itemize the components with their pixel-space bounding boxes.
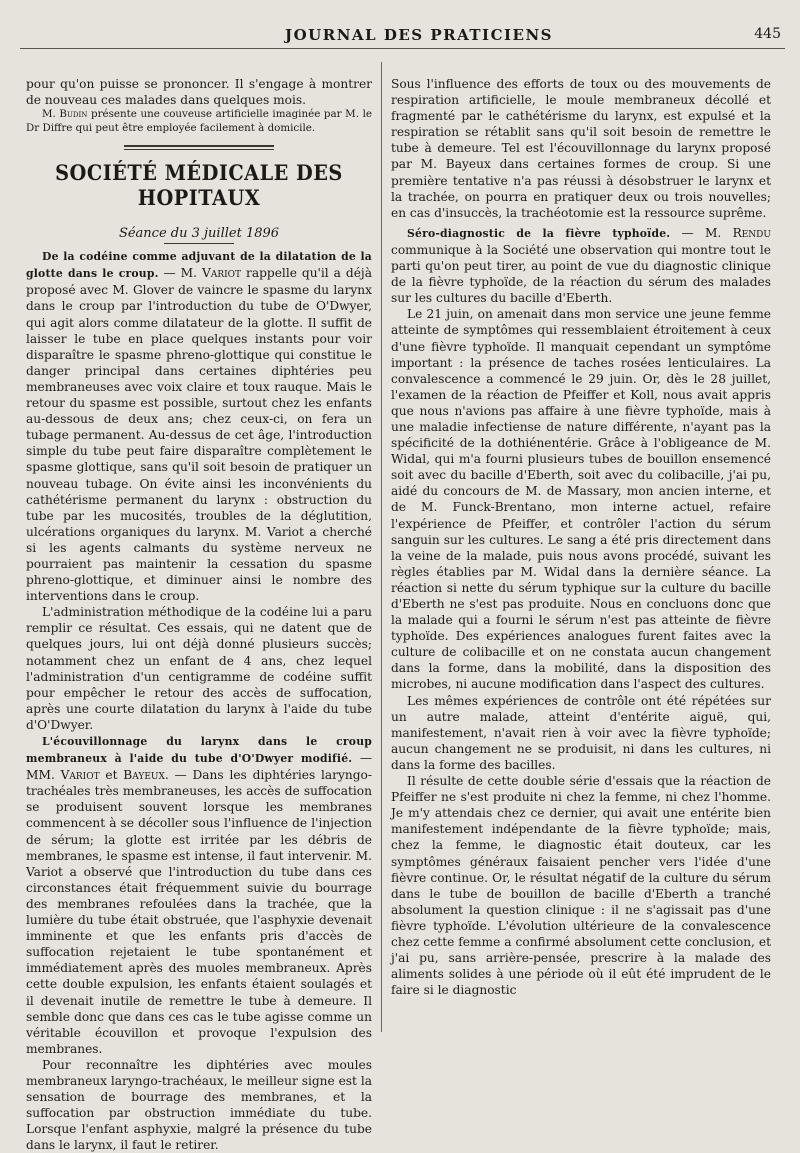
case-paragraph: Le 21 juin, on amenait dans mon service une jeune femme atteinte de symptômes qui ressemblaient étroitement à ceux d'une fièvre typhoïde. Il manquait cependant un symptôme important : la présence de taches rosées lenticulaires. La convalescence a commencé le 29 juin. Or, dès le 28 juillet, l'examen de la réaction de Pfeiffer et Koll, nous avait appris que nous n'avions pas affaire à une fièvre typhoïde, mais à une maladie infectiense de nature différente, n'ayant pas la spécificité de la dothiénentérie. Grâce à l'obligeance de M. Widal, qui m'a fourni plusieurs tubes de bouillon ensemencé soit avec du bacille d'Eberth, soit avec du colibacille, j'ai pu, aidé du concours de M. de Massary, mon ancien interne, et de M. Funck-Brentano, mon interne actuel, refaire l'expérience de Pfeiffer, et contrôler l'action du sérum sanguin sur les cultures. Le sang a été pris directement dans la veine de la malade, puis nous avons procédé, suivant les règles établies par M. Widal dans la dernière séance. La réaction si nette du sérum typhique sur la culture du bacille d'Eberth ne s'est pas produite. Nous en concluons donc que la malade qui a fourni le sérum n'est pas atteinte de fièvre typhoïde. Des expériences analogues furent faites avec la culture de colibacille et on ne constata aucun changement dans la forme, dans la mobilité, dans la disposition des microbes, ni aucune modification dans l'aspect des cultures. — [391, 307, 771, 692]
seance-date: Séance du 3 juillet 1896 — [118, 226, 280, 242]
continuation-paragraph: Sous l'influence des efforts de toux ou des mouvements de respiration artificielle, le moule membraneux décollé et fragmenté par le cathétérisme du larynx, est expulsé et la respiration se rétablit sans qu'il soit besoin de remettre le tube à demeure. Tel est l'écouvillonnage du larynx proposé par M. Bayeux dans certaines formes de croup. Si une première tentative n'a pas réussi à désobstruer le larynx et la trachée, on pourra en pratiquer deux ou trois nouvelles; en cas d'insuccès, la trachéotomie est la ressource suprême. — [391, 77, 771, 220]
column-divider — [381, 62, 382, 1032]
ecouvillonnage-author-2: Bayeux — [123, 768, 165, 783]
intro-paragraph: pour qu'on puisse se prononcer. Il s'engage à montrer de nouveau ces malades dans quelques mois. — [26, 77, 372, 108]
ecouvillonnage-paragraph — [26, 733, 372, 1057]
ecouvillonnage-author-1: Variot — [60, 768, 100, 783]
ecouvillonnage-heading: L'écouvillonnage du larynx dans le croup membraneux à l'aide du tube d'O'Dwyer modifié. — [26, 735, 372, 766]
journal-title: JOURNAL DES PRATICIENS — [285, 26, 553, 44]
codeine-author: Variot — [202, 266, 242, 281]
page-number: 445 — [754, 26, 781, 42]
sero-text: communique à la Société une observation qui montre tout le parti qu'on peut tirer, au point de vue du diagnostic clinique de la fièvre typhoïde, de la réaction du sérum des malades sur les cultures du bacille d'Eberth. — [391, 242, 771, 306]
section-rule-thick — [124, 145, 274, 147]
sero-paragraph — [391, 225, 771, 306]
sero-author: Rendu — [732, 225, 771, 240]
conclusion-paragraph: Il résulte de cette double série d'essais que la réaction de Pfeiffer ne s'est produite ni chez la femme, ni chez l'homme. Je m'y attendais chez ce dernier, qui avait une entérite bien manifestement indépendante de la fièvre typhoïde; mais, chez la femme, le diagnostic était douteux, car les symptômes généraux faisaient pencher vers l'idée d'une fièvre continue. Or, le résultat négatif de la culture du sérum dans le tube de bouillon de bacille d'Eberth a tranché absolument la question clinique : il ne s'agissait pas d'une fièvre typhoïde. L'évolution ultérieure de la convalescence chez cette femme a confirmé absolument cette conclusion, et j'ai pu, sans arrière-pensée, prescrire à la malade des aliments solides à une période où il eût été imprudent de le faire si le diagnostic — [391, 774, 771, 998]
section-title: SOCIÉTÉ MÉDICALE DES HOPITAUX — [55, 160, 343, 211]
note-text: présente une couveuse artificielle imaginée par M. le Dr Diffre qui peut être employée facilement à domicile. — [26, 108, 372, 134]
seance-rule — [164, 243, 234, 244]
codeine-paragraph-2: L'administration méthodique de la codéine lui a paru remplir ce résultat. Ces essais, qui ne datent que de quelques jours, lui ont déjà donné plusieurs succès; notamment chez un enfant de 4 ans, chez lequel l'administration d'un centigramme de codéine suffit pour empêcher le retour des accès de suffocation, après une courte dilatation du larynx à l'aide du tube d'O'Dwyer. — [26, 605, 372, 732]
running-header — [20, 22, 785, 49]
codeine-text: rappelle qu'il a déjà proposé avec M. Glover de vaincre le spasme du larynx dans le croup par l'introduction du tube de O'Dwyer, qui agit alors comme dilatateur de la glotte. Il suffit de laisser le tube en place quelques instants pour voir disparaître le spasme phreno-glottique qui constitue le danger principal dans certaines diphtéries peu membraneuses avec voix claire et toux rauque. Mais le retour du spasme est possible, surtout chez les enfants au-dessous de deux ans; chez ceux-ci, on fera un tubage permanent. Au-dessus de cet âge, l'introduction simple du tube peut faire disparaître complètement le spasme glottique, sans qu'il soit besoin de pratiquer un nouveau tubage. On évite ainsi les inconvénients du cathétérisme permanent du larynx : obstruction du tube par les mucosités, troubles de la déglutition, ulcérations organiques du larynx. M. Variot a cherché si les agents calmants du système nerveux ne pourraient pas maintenir la cessation du spasme phreno-glottique, et diminuer ainsi le nombre des interventions dans le croup. — [26, 266, 372, 604]
note-author: M. Budin — [42, 108, 88, 121]
control-paragraph: Les mêmes expériences de contrôle ont été répétées sur un autre malade, atteint d'entérite aiguë, qui, manifestement, n'avait rien à voir avec la fièvre typhoïde; aucun changement ne se produisit, ni dans les cultures, ni dans la forme des bacilles. — [391, 693, 771, 772]
ecouvillonnage-dash: — MM. — [26, 751, 373, 783]
left-column — [26, 76, 372, 1153]
ecouvillonnage-paragraph-2: Pour reconnaître les diphtéries avec moules membraneux laryngo-trachéaux, le meilleur signe est la sensation de bourrage des membranes, et la suffocation par obstruction immédiate du tube. Lorsque l'enfant asphyxie, malgré la présence du tube dans le larynx, il faut le retirer. — [26, 1057, 372, 1153]
codeine-heading: De la codéine comme adjuvant de la dilatation de la glotte dans le croup. — [26, 250, 372, 281]
right-column — [391, 76, 771, 998]
codeine-dash: — M. — [158, 266, 203, 281]
section-rule-thin — [124, 149, 274, 150]
sero-heading: Séro-diagnostic de la fièvre typhoïde. — [407, 226, 671, 240]
codeine-paragraph — [26, 248, 372, 604]
ecouvillonnage-text: . — Dans les diphtéries laryngo-trachéales très membraneuses, les accès de suffocation se produisent souvent lorsque les membranes commencent à se décoller sous l'influence de l'injection de sérum; la glotte est irritée par les débris de membranes, le spasme est intense, il faut intervenir. M. Variot a observé que l'introduction du tube dans ces circonstances était fréquemment suivie du bourrage des membranes refoulées dans la trachée, que la lumière du tube était obstruée, que l'asphyxie devenait imminente et que les enfants pris d'accès de suffocation rejetaient le tube spontanément et immédiatement après des muoles membraneux. Après cette double expulsion, les enfants étaient soulagés et il devenait inutile de remettre le tube à demeure. Il semble donc que dans ces cas le tube agisse comme un véritable écouvillon et provoque l'expulsion des membranes. — [26, 768, 372, 1056]
sero-dash: — M. — [670, 225, 733, 240]
budin-note — [26, 108, 372, 135]
ecouvillonnage-and: et — [99, 768, 124, 783]
